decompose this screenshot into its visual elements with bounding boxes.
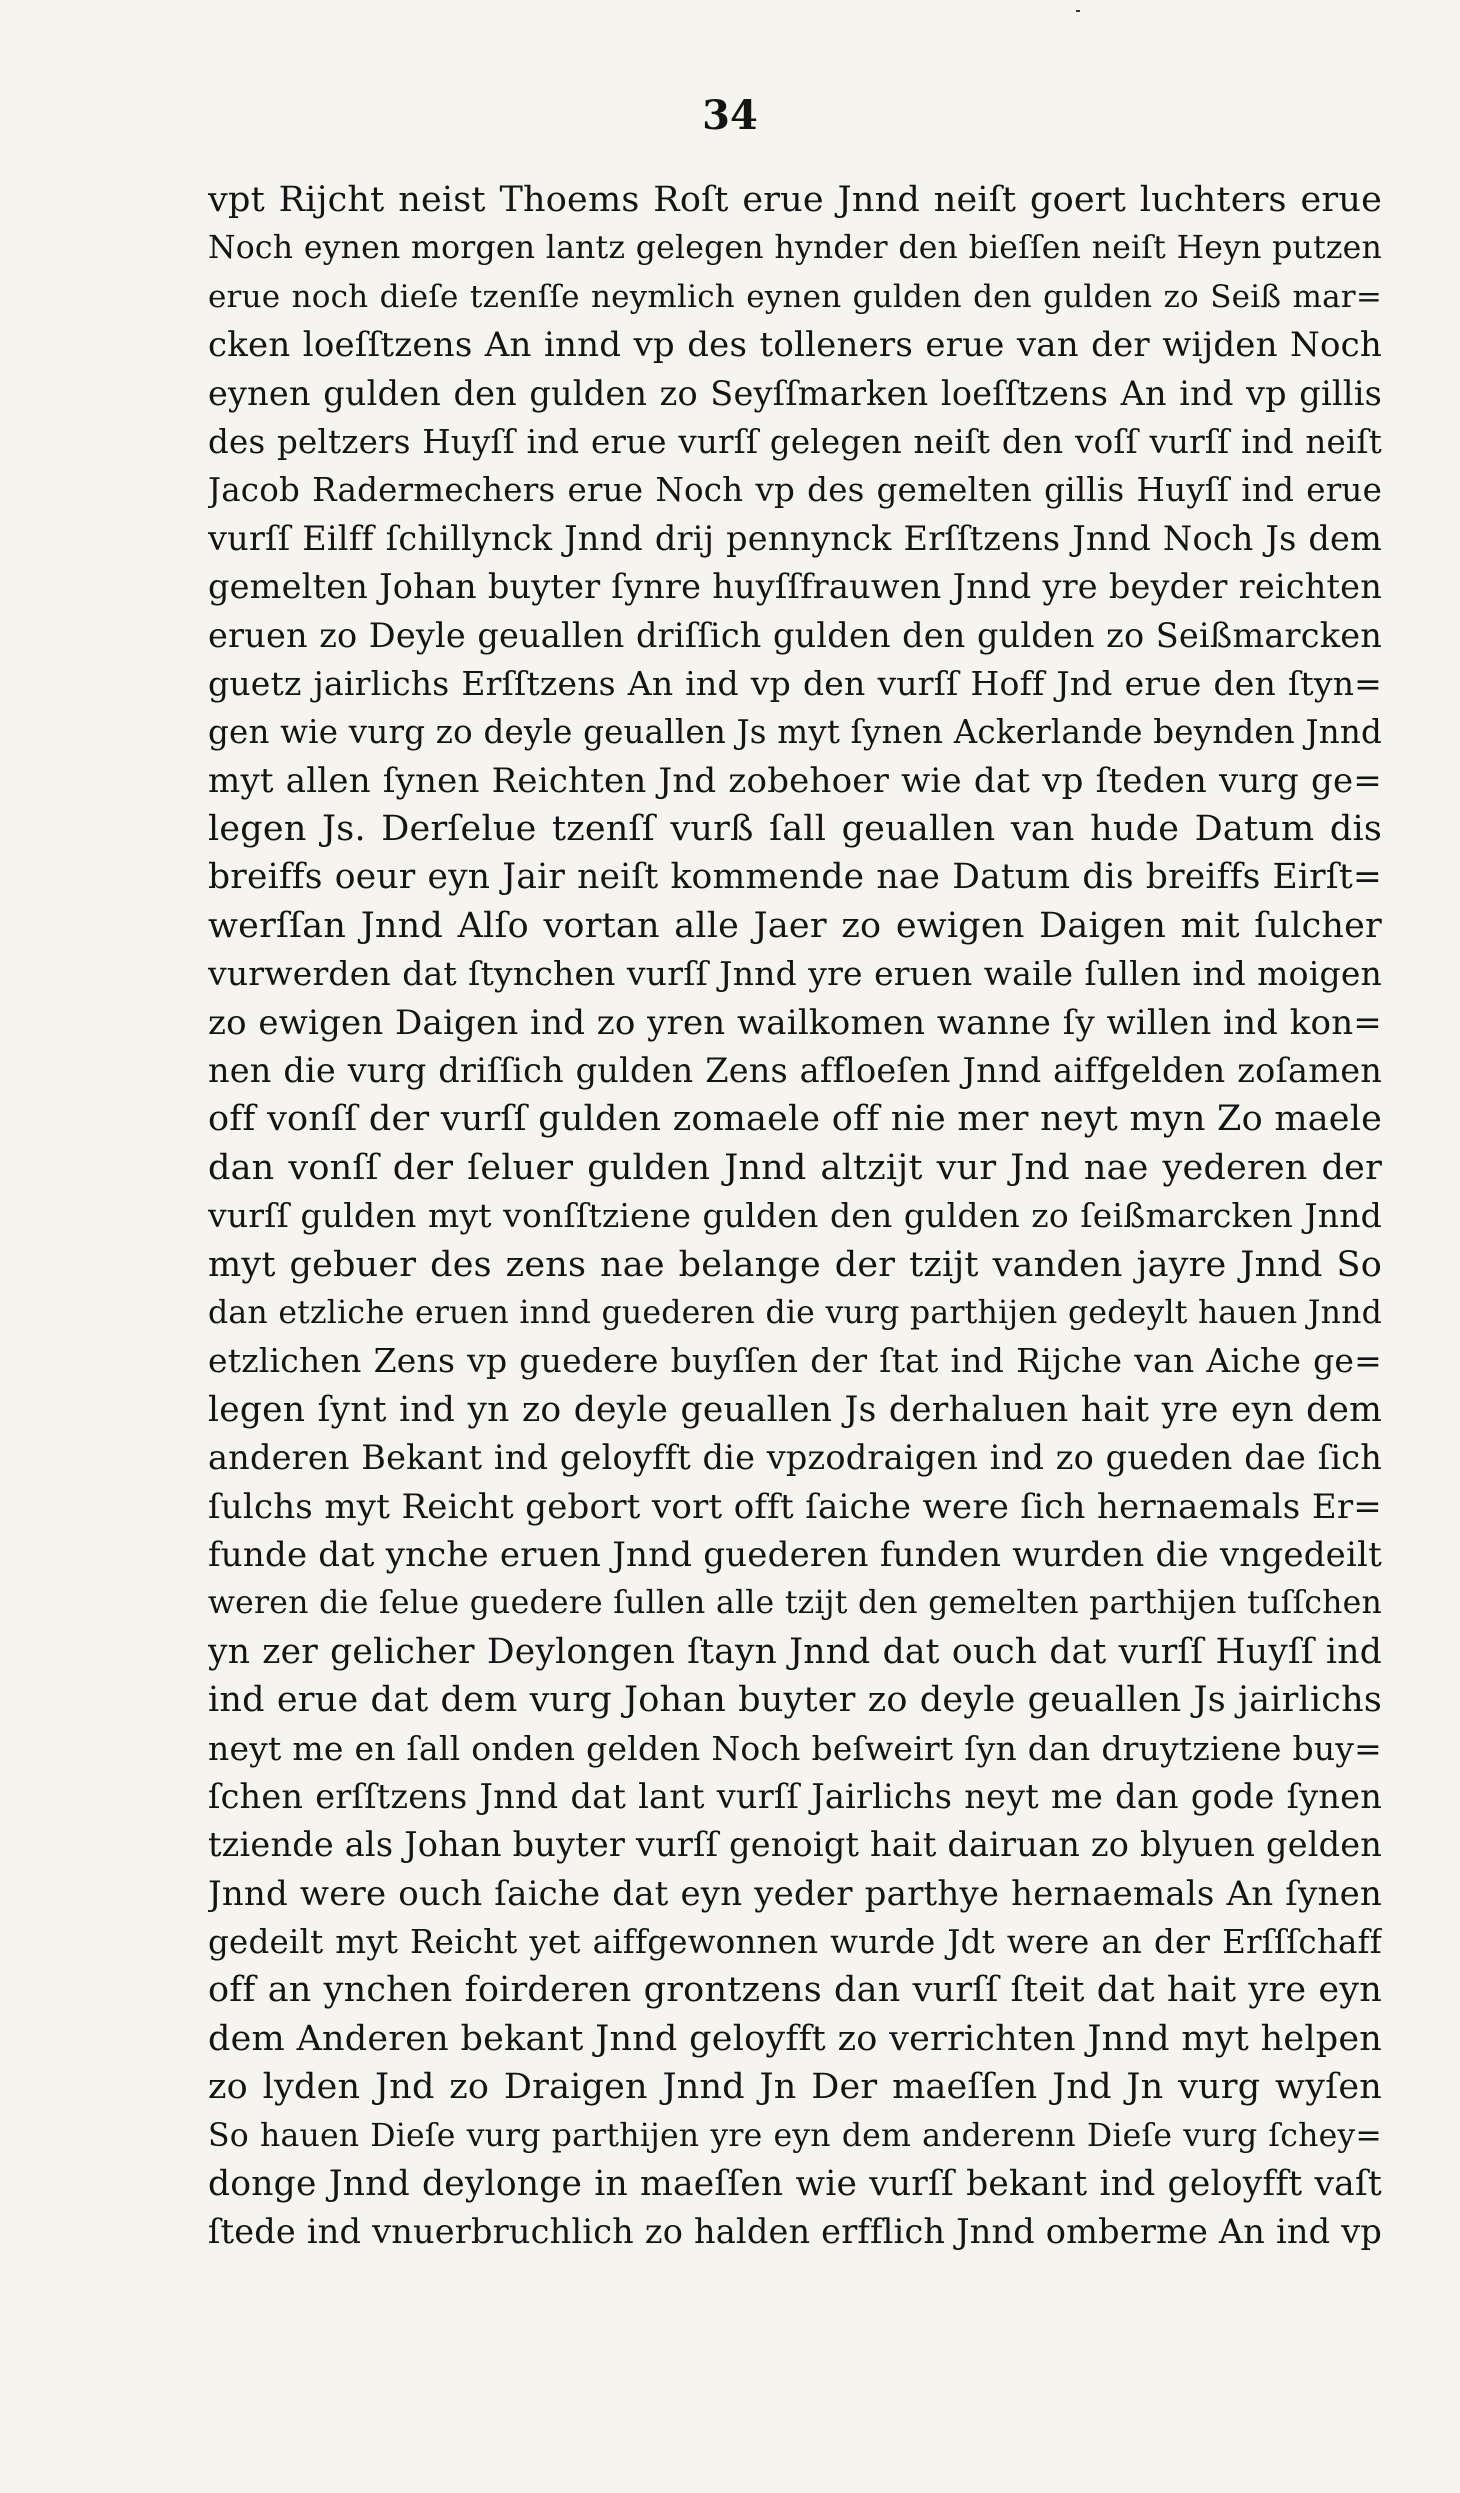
text-line: legen Js. Derſelue tzenſſ vurß ſall geuallen van hude Datum dis [208,809,1382,850]
text-line: weren die ſelue guedere ſullen alle tzijt den gemelten parthijen tuſſchen [208,1585,1382,1622]
text-line: eynen gulden den gulden zo Seyſſmarken loeſſtzens An ind vp gillis [208,373,1382,413]
text-line: vurwerden dat ſtynchen vurſſ Jnnd yre eruen waile ſullen ind moigen [208,954,1382,994]
text-line: ſchen erſſtzens Jnnd dat lant vurſſ Jairlichs neyt me dan gode ſynen [208,1776,1382,1816]
text-line: anderen Bekant ind geloyfft die vpzodraigen ind zo gueden dae ſich [208,1438,1382,1478]
ink-speck [1076,10,1080,12]
text-line: zo lyden Jnd zo Draigen Jnnd Jn Der maeſſen Jnd Jn vurg wyſen [208,2067,1382,2108]
text-line: vpt Rijcht neist Thoems Roſt erue Jnnd neiſt goert luchters erue [208,180,1382,220]
text-line: ſtede ind vnuerbruchlich zo halden erfflich Jnnd omberme An ind vp [208,2212,1382,2252]
text-line: eruen zo Deyle geuallen driſſich gulden den gulden zo Seißmarcken [208,615,1382,655]
text-line: dem Anderen bekant Jnnd geloyfft zo verrichten Jnnd myt helpen [208,2018,1382,2059]
text-line: dan vonſſ der ſeluer gulden Jnnd altzijt vur Jnd nae yederen der [208,1147,1382,1188]
text-line: Jacob Radermechers erue Noch vp des gemelten gillis Huyſſ ind erue [208,471,1382,510]
text-line: myt gebuer des zens nae belange der tzijt vanden jayre Jnnd So [208,1244,1382,1285]
text-line: So hauen Dieſe vurg parthijen yre eyn dem anderenn Dieſe vurg ſchey= [208,2117,1382,2154]
text-line: gen wie vurg zo deyle geuallen Js myt ſynen Ackerlande beynden Jnnd [208,713,1382,752]
text-line: off vonſſ der vurſſ gulden zomaele off nie mer neyt myn Zo maele [208,1099,1382,1140]
page-number: 34 [702,92,758,139]
text-line: gemelten Johan buyter ſynre huyſſfrauwen Jnnd yre beyder reichten [208,567,1382,607]
text-line: erue noch dieſe tzenſſe neymlich eynen gulden den gulden zo Seiß mar= [208,278,1382,315]
text-line: vurſſ Eilff ſchillynck Jnnd drij pennynck Erſſtzens Jnnd Noch Js dem [208,518,1382,558]
body-text [208,176,1382,2257]
text-line: werſſan Jnnd Alſo vortan alle Jaer zo ewigen Daigen mit ſulcher [208,905,1382,946]
text-line: etzlichen Zens vp guedere buyſſen der ſtat ind Rijche van Aiche ge= [208,1341,1382,1381]
text-line: neyt me en ſall onden gelden Noch beſweirt ſyn dan druytziene buy= [208,1728,1382,1768]
text-line: donge Jnnd deylonge in maeſſen wie vurſſ bekant ind geloyfft vaſt [208,2164,1382,2205]
text-line: zo ewigen Daigen ind zo yren wailkomen wanne ſy willen ind kon= [208,1002,1382,1043]
text-line: vurſſ gulden myt vonſſtziene gulden den gulden zo ſeißmarcken Jnnd [208,1196,1382,1236]
text-line: off an ynchen foirderen grontzens dan vurſſ ſteit dat hait yre eyn [208,1970,1382,2011]
text-line: breiffs oeur eyn Jair neiſt kommende nae Datum dis breiffs Eirſt= [208,857,1382,898]
text-line: myt allen ſynen Reichten Jnd zobehoer wie dat vp ſteden vurg ge= [208,760,1382,801]
text-line: ind erue dat dem vurg Johan buyter zo deyle geuallen Js jairlichs [208,1680,1382,1721]
text-line: tziende als Johan buyter vurſſ genoigt hait dairuan zo blyuen gelden [208,1825,1382,1865]
text-line: guetz jairlichs Erſſtzens An ind vp den vurſſ Hoff Jnd erue den ſtyn= [208,663,1382,703]
text-line: dan etzliche eruen innd guederen die vurg parthijen gedeylt hauen Jnnd [208,1294,1382,1331]
text-line: yn zer gelicher Deylongen ſtayn Jnnd dat ouch dat vurſſ Huyſſ ind [208,1631,1382,1672]
text-line: Jnnd were ouch ſaiche dat eyn yeder parthye hernaemals An ſynen [208,1873,1382,1914]
text-line: cken loeſſtzens An innd vp des tolleners erue van der wijden Noch [208,325,1382,366]
text-line: des peltzers Huyſſ ind erue vurſſ gelegen neiſt den voſſ vurſſ ind neiſt [208,422,1382,461]
text-line: gedeilt myt Reicht yet aiffgewonnen wurde Jdt were an der Erſſſchaff [208,1923,1382,1962]
text-line: funde dat ynche eruen Jnnd guederen funden wurden die vngedeilt [208,1534,1382,1575]
text-line: Noch eynen morgen lantz gelegen hynder den bieſſen neiſt Heyn putzen [208,230,1382,267]
text-line: nen die vurg driſſich gulden Zens affloeſen Jnnd aiffgelden zoſamen [208,1051,1382,1091]
text-line: ſulchs myt Reicht gebort vort offt ſaiche were ſich hernaemals Er= [208,1486,1382,1527]
text-line: legen ſynt ind yn zo deyle geuallen Js derhaluen hait yre eyn dem [208,1389,1382,1430]
